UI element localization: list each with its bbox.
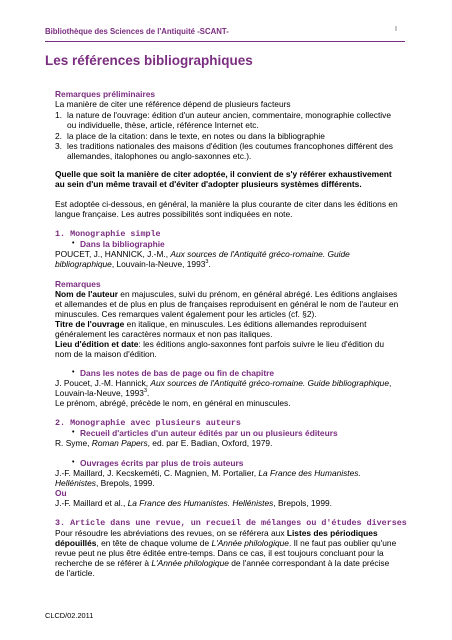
- remark-nom-label: Nom de l'auteur: [55, 289, 118, 299]
- running-header: Bibliothèque des Sciences de l'Antiquité -SCANT-: [45, 27, 229, 36]
- list-text: les traditions nationales des maisons d'édition (les coutumes francophones différent des: [67, 141, 393, 151]
- ref-publisher: , ed. par E. Badian, Oxford, 1979.: [147, 438, 273, 448]
- section3-line3: revue peut ne plus être éditée entre-temps. Dans ce cas, il est toujours concluant pour la: [55, 548, 384, 558]
- ref-title: La France des Humanistes. Hellénistes: [127, 498, 274, 508]
- list-number: 3.: [55, 141, 62, 151]
- section-heading-remarques: Remarques préliminaires: [55, 89, 156, 99]
- intro-text: La manière de citer une référence dépend de plusieurs facteurs: [55, 99, 291, 109]
- header-rule: [45, 41, 405, 42]
- list-item: [55, 110, 407, 120]
- list-text: la nature de l'ouvrage: édition d'un auteur ancien, commentaire, monographie collective: [67, 110, 391, 120]
- ref-edition-sup: 3: [205, 259, 209, 266]
- remark-titre: [55, 319, 407, 329]
- remark-nom-line3: minuscules. Ces remarques valent également pour les articles (cf. §2).: [55, 309, 317, 319]
- adopted-line1: Est adoptée ci-dessous, en général, la manière la plus courante de citer dans les éditions en: [55, 199, 398, 209]
- reference-2-line1: [55, 378, 407, 388]
- bullet-ouvrages: • Ouvrages écrits par plus de trois auteurs: [80, 458, 243, 468]
- page-number: I: [395, 26, 397, 33]
- ref-end: .: [208, 259, 211, 269]
- section-heading-2: 2. Monographie avec plusieurs auteurs: [55, 418, 241, 428]
- reference-1-line1: [55, 249, 407, 259]
- reference-maillard-line1: [55, 468, 407, 478]
- bullet-notes: • Dans les notes de bas de page ou fin de chapitre: [80, 368, 274, 378]
- remark-lieu-line2: nom de la maison d'édition.: [55, 349, 157, 359]
- ref-publisher: , Louvain-la-Neuve, 1993: [111, 259, 206, 269]
- reference-maillard-short: [55, 498, 407, 508]
- ref-title: Roman Papers: [91, 438, 148, 448]
- reference-2-line2: [55, 388, 407, 398]
- ref-edition-sup: 3: [143, 388, 147, 395]
- list-item: [55, 141, 407, 151]
- remark-nom-line2: et allemandes et de plus en plus de françaises reproduisent en général le nom de l'auteur en: [55, 299, 399, 309]
- text: recherche de se référer à: [55, 558, 152, 568]
- text-bold: dépouillés: [55, 538, 97, 548]
- text: . Il ne faut pas oublier qu'une: [288, 538, 397, 548]
- footer-code: CLCD/02.2011: [45, 611, 94, 620]
- ref-title-continued: Hellénistes: [55, 478, 96, 488]
- section-heading-3: 3. Article dans une revue, un recueil de mélanges ou d'études diverses: [55, 518, 407, 528]
- ou-label: Ou: [55, 488, 67, 498]
- remark-lieu-label: Lieu d'édition et date: [55, 339, 139, 349]
- ref-authors: J.-F. Maillard et al.,: [55, 498, 128, 508]
- ref-title-continued: bibliographique: [55, 259, 112, 269]
- ref-publisher: , Brepols, 1999.: [95, 478, 155, 488]
- ref-authors: R. Syme,: [55, 438, 92, 448]
- list-text-continued: ou individuelle, thèse, article, référence Internet etc.: [67, 120, 259, 130]
- ref-comma: ,: [389, 378, 392, 388]
- bullet-bibliographie: • Dans la bibliographie: [80, 239, 165, 249]
- ref-authors: POUCET, J., HANNICK, J.-M.,: [55, 249, 171, 259]
- list-text: la place de la citation: dans le texte, en notes ou dans la bibliographie: [67, 131, 325, 141]
- list-text-continued: allemandes, italophones ou anglo-saxonnes etc.).: [67, 151, 252, 161]
- text-italic: L'Année philologique: [151, 558, 229, 568]
- reference-syme: [55, 438, 407, 448]
- text: , en tête de chaque volume de: [96, 538, 212, 548]
- remark-lieu: [55, 339, 407, 349]
- ref-end: .: [147, 388, 150, 398]
- ref-title: Aux sources de l'Antiquité gréco-romaine. Guide bibliographique: [150, 378, 389, 388]
- section3-line1: [55, 528, 407, 538]
- important-note-line1: Quelle que soit la manière de citer adoptée, il convient de s'y référer exhaustivement: [55, 169, 392, 179]
- reference-1-line2: [55, 259, 407, 269]
- ref-title: Aux sources de l'Antiquité gréco-romaine. Guide: [170, 249, 350, 259]
- remarques-heading: Remarques: [55, 279, 101, 289]
- ref-publisher: Louvain-la-Neuve, 1993: [55, 388, 144, 398]
- list-number: 2.: [55, 131, 62, 141]
- reference-maillard-line2: [55, 478, 407, 488]
- remark-titre-text: en italique, en minuscules. Les éditions allemandes reproduisent: [124, 319, 367, 329]
- text: de l'année correspondant à la date précise: [228, 558, 390, 568]
- ref-authors: J. Poucet, J.-M. Hannick,: [55, 378, 151, 388]
- bullet-recueil: • Recueil d'articles d'un auteur édités par un ou plusieurs éditeurs: [80, 428, 338, 438]
- section3-line2: [55, 538, 407, 548]
- text-bold: Listes des périodiques: [286, 528, 378, 538]
- ref-publisher: , Brepols, 1999.: [273, 498, 332, 508]
- reference-2-note: Le prénom, abrégé, précède le nom, en général en minuscules.: [55, 398, 291, 408]
- remark-lieu-text: : les éditions anglo-saxonnes font parfois suivre le lieu d'édition du: [138, 339, 384, 349]
- section-heading-1: 1. Monographie simple: [55, 229, 161, 239]
- important-note-line2: au sein d'un même travail et d'éviter d'adopter plusieurs systèmes différents.: [55, 179, 362, 189]
- text: Pour résoudre les abréviations des revues, on se référera aux: [55, 528, 287, 538]
- list-item: [55, 131, 407, 141]
- section3-line4: [55, 558, 407, 568]
- remark-nom: [55, 289, 407, 299]
- text-italic: L'Année philologique: [211, 538, 289, 548]
- remark-titre-line2: généralement les caractères normaux et non pas italiques.: [55, 329, 273, 339]
- list-number: 1.: [55, 110, 62, 120]
- remark-titre-label: Titre de l'ouvrage: [55, 319, 125, 329]
- ref-title: La France des Humanistes.: [258, 468, 361, 478]
- section3-line5: de l'article.: [55, 568, 95, 578]
- ref-authors: J.-F. Maillard, J. Kecskeméti, C. Magnien, M. Portalier,: [55, 468, 259, 478]
- document-title: Les références bibliographiques: [45, 53, 253, 68]
- remark-nom-text: en majuscules, suivi du prénom, en général abrégé. Les éditions anglaises: [117, 289, 398, 299]
- adopted-line2: langue française. Les autres possibilités sont indiquées en note.: [55, 209, 293, 219]
